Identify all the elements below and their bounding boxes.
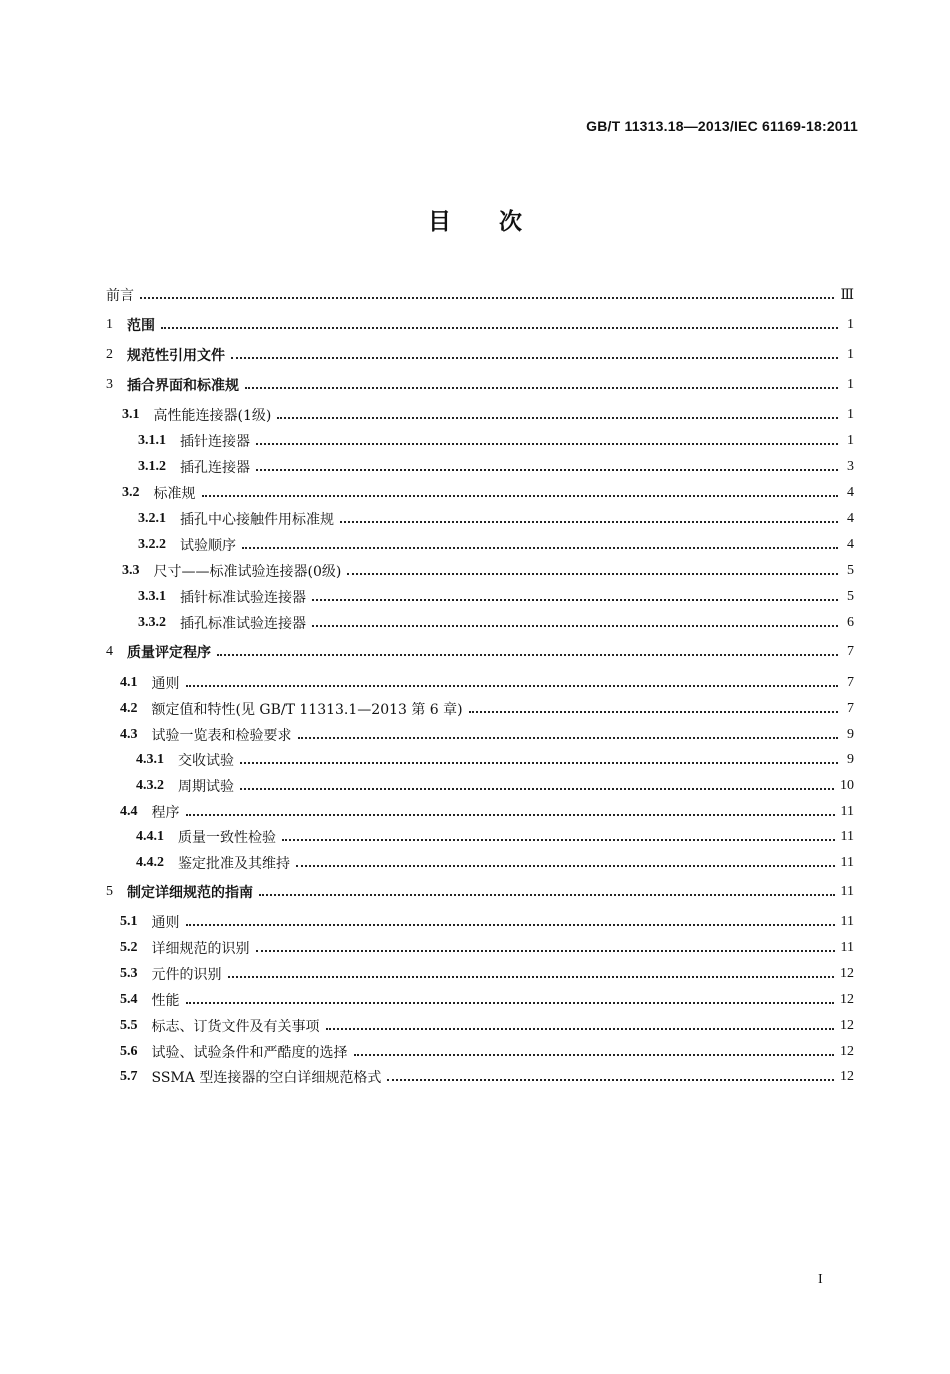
toc-entry-page: 12	[840, 992, 854, 1007]
standard-number-header: GB/T 11313.18—2013/IEC 61169-18:2011	[586, 118, 858, 134]
toc-entry[interactable]	[138, 508, 854, 530]
toc-entry-number: 5.6	[120, 1044, 138, 1059]
toc-entry-page: 5	[847, 563, 854, 578]
toc-entry[interactable]	[138, 612, 854, 634]
toc-entry-title: 质量一致性检验	[178, 830, 276, 846]
toc-entry-title: 试验、试验条件和严酷度的选择	[151, 1045, 348, 1061]
toc-entry[interactable]	[120, 1066, 854, 1088]
toc-entry[interactable]	[136, 775, 854, 797]
page-title: 目次	[428, 208, 570, 235]
toc-leader-dots	[312, 623, 838, 627]
toc-entry-title: 范围	[127, 318, 155, 334]
toc-entry-page: 11	[840, 940, 854, 955]
toc-entry-page: 1	[847, 407, 854, 422]
toc-entry-number: 2	[106, 347, 113, 362]
toc-entry-page: 6	[847, 615, 854, 630]
toc-entry-title: 制定详细规范的指南	[127, 885, 253, 901]
toc-leader-dots	[228, 974, 835, 978]
toc-entry[interactable]	[120, 989, 854, 1011]
toc-entry-number: 5.4	[120, 992, 138, 1007]
toc-entry-number: 4.3.2	[136, 778, 164, 793]
toc-entry-page: 12	[840, 1018, 854, 1033]
toc-entry[interactable]	[106, 881, 854, 903]
toc-leader-dots	[296, 863, 835, 867]
toc-entry[interactable]	[138, 456, 854, 478]
toc-leader-dots	[231, 355, 838, 359]
toc-entry-page: 11	[840, 829, 854, 844]
toc-entry-number: 5.7	[120, 1069, 138, 1084]
toc-entry-number: 4.3	[120, 727, 138, 742]
toc-entry-page: 1	[847, 347, 854, 362]
toc-entry-number: 3.3.2	[138, 615, 166, 630]
toc-entry-page: 11	[840, 855, 854, 870]
toc-entry-title: 周期试验	[178, 779, 234, 795]
toc-leader-dots	[282, 837, 835, 841]
toc-leader-dots	[256, 467, 838, 471]
toc-entry-number: 5	[106, 884, 113, 899]
toc-entry-page: 11	[840, 804, 854, 819]
toc-entry[interactable]	[120, 801, 854, 823]
toc-entry-page: 4	[847, 485, 854, 500]
toc-entry-number: 5.5	[120, 1018, 138, 1033]
toc-leader-dots	[340, 519, 838, 523]
toc-leader-dots	[240, 760, 838, 764]
toc-leader-dots	[217, 652, 838, 656]
toc-entry-number: 3.1.1	[138, 433, 166, 448]
toc-entry-title: 性能	[151, 993, 180, 1009]
toc-entry-page: 1	[847, 433, 854, 448]
toc-entry[interactable]	[106, 374, 854, 396]
toc-entry[interactable]	[106, 641, 854, 663]
toc-leader-dots	[256, 441, 838, 445]
toc-entry[interactable]	[138, 430, 854, 452]
toc-entry-page: 10	[840, 778, 854, 793]
toc-leader-dots	[387, 1077, 834, 1081]
toc-entry-number: 4.4.1	[136, 829, 164, 844]
toc-entry-title: 通则	[151, 915, 180, 931]
toc-entry-number: 3.2	[122, 485, 140, 500]
toc-entry-number: 4	[106, 644, 113, 659]
toc-leader-dots	[312, 597, 838, 601]
toc-leader-dots	[186, 683, 839, 687]
toc-entry-title: 插针标准试验连接器	[180, 590, 306, 606]
toc-leader-dots	[140, 295, 834, 299]
toc-entry-title: 插孔连接器	[180, 460, 250, 476]
toc-entry-number: 3.1	[122, 407, 140, 422]
toc-entry-title: 规范性引用文件	[127, 348, 225, 364]
toc-entry-number: 3.2.2	[138, 537, 166, 552]
toc-entry-title: 插针连接器	[180, 434, 250, 450]
toc-entry-page: 7	[847, 701, 854, 716]
toc-entry-title: 质量评定程序	[127, 645, 211, 661]
toc-leader-dots	[326, 1026, 835, 1030]
toc-entry-number: 3	[106, 377, 113, 392]
toc-leader-dots	[186, 812, 835, 816]
toc-entry-page: 9	[847, 752, 854, 767]
toc-entry-title: 交收试验	[178, 753, 234, 769]
toc-entry[interactable]	[120, 963, 854, 985]
toc-entry-page: 11	[840, 884, 854, 899]
toc-entry-number: 4.4	[120, 804, 138, 819]
toc-leader-dots	[256, 948, 835, 952]
toc-leader-dots	[347, 571, 838, 575]
toc-entry-page: 3	[847, 459, 854, 474]
toc-entry[interactable]	[136, 826, 854, 848]
toc-entry-title: 试验顺序	[180, 538, 236, 554]
toc-entry-number: 5.3	[120, 966, 138, 981]
toc-entry-number: 5.2	[120, 940, 138, 955]
toc-entry-page: 7	[847, 644, 854, 659]
toc-entry-title: 额定值和特性(见 GB/T 11313.1—2013 第 6 章)	[151, 702, 463, 718]
toc-leader-dots	[298, 735, 839, 739]
toc-entry[interactable]	[136, 749, 854, 771]
toc-entry-title: 详细规范的识别	[151, 941, 250, 957]
toc-entry[interactable]	[120, 911, 854, 933]
toc-entry-page: 12	[840, 1069, 854, 1084]
toc-entry-title: 程序	[151, 805, 180, 821]
toc-entry[interactable]	[120, 937, 854, 959]
toc-entry-title: 插合界面和标准规	[127, 378, 239, 394]
toc-leader-dots	[245, 385, 838, 389]
toc-entry[interactable]	[120, 1041, 854, 1063]
toc-entry-title: 鉴定批准及其维持	[178, 856, 290, 872]
toc-entry[interactable]	[106, 344, 854, 366]
toc-entry[interactable]	[106, 284, 854, 306]
toc-entry[interactable]	[136, 852, 854, 874]
toc-entry-title: SSMA 型连接器的空白详细规范格式	[151, 1070, 382, 1086]
toc-entry-number: 3.1.2	[138, 459, 166, 474]
toc-entry-title: 标准规	[153, 486, 196, 502]
toc-entry[interactable]	[122, 404, 854, 426]
toc-leader-dots	[186, 922, 835, 926]
toc-entry-title: 元件的识别	[151, 967, 222, 983]
toc-entry[interactable]	[120, 1015, 854, 1037]
toc-leader-dots	[202, 493, 839, 497]
toc-entry-page: 4	[847, 511, 854, 526]
toc-entry-title: 前言	[106, 288, 134, 304]
toc-entry-number: 4.2	[120, 701, 138, 716]
toc-entry[interactable]	[122, 482, 854, 504]
toc-entry-number: 4.1	[120, 675, 138, 690]
toc-entry-number: 3.2.1	[138, 511, 166, 526]
toc-entry-number: 1	[106, 317, 113, 332]
toc-entry[interactable]	[120, 672, 854, 694]
toc-entry-title: 试验一览表和检验要求	[151, 728, 292, 744]
toc-entry[interactable]	[120, 724, 854, 746]
toc-entry-title: 尺寸——标准试验连接器(0级)	[153, 564, 342, 580]
toc-entry-title: 高性能连接器(1级)	[153, 408, 272, 424]
toc-entry[interactable]	[106, 314, 854, 336]
toc-entry[interactable]	[138, 586, 854, 608]
toc-entry[interactable]	[122, 560, 854, 582]
toc-leader-dots	[469, 709, 838, 713]
toc-entry-page: 1	[847, 377, 854, 392]
toc-entry-title: 通则	[151, 676, 180, 692]
toc-entry-number: 4.4.2	[136, 855, 164, 870]
toc-entry-page: 9	[847, 727, 854, 742]
toc-leader-dots	[259, 892, 835, 896]
toc-entry-title: 插孔标准试验连接器	[180, 616, 306, 632]
toc-entry-title: 标志、订货文件及有关事项	[151, 1019, 320, 1035]
toc-leader-dots	[240, 786, 834, 790]
toc-entry-title: 插孔中心接触件用标准规	[180, 512, 334, 528]
toc-entry-page: 7	[847, 675, 854, 690]
toc-entry-number: 3.3.1	[138, 589, 166, 604]
toc-entry[interactable]	[120, 698, 854, 720]
toc-entry-page: 4	[847, 537, 854, 552]
page-number: I	[818, 1272, 823, 1287]
toc-entry-number: 5.1	[120, 914, 138, 929]
toc-leader-dots	[186, 1000, 835, 1004]
toc-entry-page: 5	[847, 589, 854, 604]
toc-leader-dots	[242, 545, 838, 549]
toc-entry-number: 4.3.1	[136, 752, 164, 767]
toc-leader-dots	[277, 415, 838, 419]
toc-leader-dots	[354, 1052, 835, 1056]
toc-entry-page: 12	[840, 966, 854, 981]
toc-entry-page: Ⅲ	[840, 287, 854, 303]
toc-leader-dots	[161, 325, 838, 329]
toc-entry-page: 11	[840, 914, 854, 929]
toc-entry-page: 12	[840, 1044, 854, 1059]
toc-entry[interactable]	[138, 534, 854, 556]
toc-entry-page: 1	[847, 317, 854, 332]
toc-entry-number: 3.3	[122, 563, 140, 578]
